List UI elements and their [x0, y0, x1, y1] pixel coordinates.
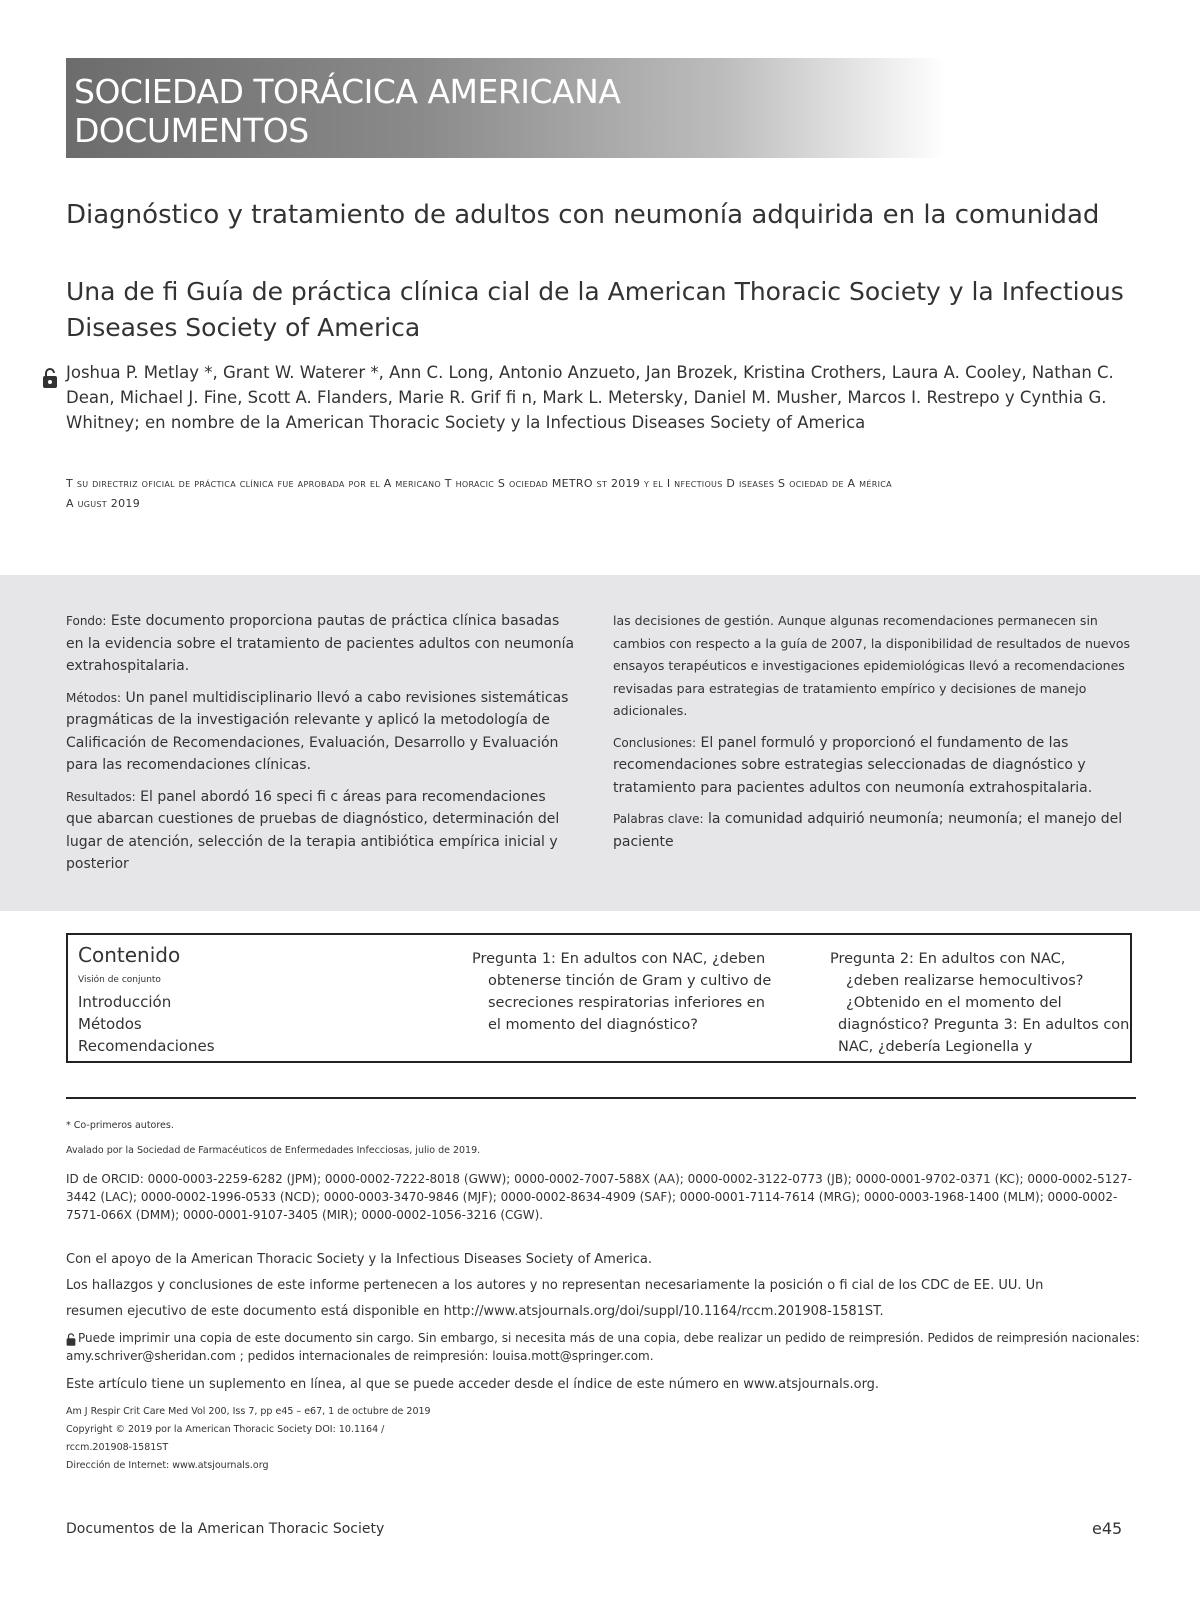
disclaimer-note: Los hallazgos y conclusiones de este informe pertenecen a los autores y no representan necesariamente la posición o fi cial de los CDC de EE. UU. Un — [66, 1278, 1044, 1293]
abstract-right-column — [613, 610, 1143, 862]
methods-label: Métodos: — [66, 690, 122, 705]
toc-recommendations-link[interactable]: Recomendaciones — [78, 1037, 215, 1055]
keywords-label: Palabras clave: — [613, 812, 704, 826]
co-first-authors-note: * Co-primeros autores. — [66, 1120, 174, 1131]
abstract-left-column — [66, 610, 576, 885]
citation-line: Am J Respir Crit Care Med Vol 200, Iss 7, pp e45 – e67, 1 de octubre de 2019 — [66, 1406, 431, 1417]
toc-q2-line: diagnóstico? Pregunta 3: En adultos con — [838, 1017, 1130, 1033]
background-text: Este documento proporciona pautas de práctica clínica basadas en la evidencia sobre el tratamiento de pacientes adultos con neumonía extrahospitalaria. — [66, 613, 575, 674]
table-of-contents — [66, 933, 1132, 1063]
abstract-results — [66, 786, 576, 876]
toc-q1-line: secreciones respiratorias inferiores en — [488, 995, 765, 1011]
banner-title-line1: SOCIEDAD TORÁCICA AMERICANA — [74, 72, 621, 111]
methods-text: Un panel multidisciplinario llevó a cabo revisiones sistemáticas pragmáticas de la investigación relevante y aplicó la metodología de Calificación de Recomendaciones, Evaluación, Desarrollo y Evaluación para las recomendaciones clínicas. — [66, 689, 569, 773]
page-number: e45 — [1092, 1519, 1123, 1538]
footnote-divider — [66, 1097, 1136, 1099]
toc-q2-line: ¿deben realizarse hemocultivos? — [846, 973, 1084, 989]
toc-q2-line: ¿Obtenido en el momento del — [846, 995, 1062, 1011]
author-list: Joshua P. Metlay *, Grant W. Waterer *, Ann C. Long, Antonio Anzueto, Jan Brozek, Kristina Crothers, Laura A. Cooley, Nathan C. Dean, Michael J. Fine, Scott A. Flanders, Marie R. Grif fi n, Mark L. Metersky, Daniel M. Musher, Marcos I. Restrepo y Cynthia G. Whitney; en nombre de la American Thoracic Society y la Infectious Diseases Society of America — [66, 363, 1114, 432]
executive-summary-note: resumen ejecutivo de este documento está disponible en http://www.atsjournals.org/doi/suppl/10.1164/rccm.201908-1581ST. — [66, 1304, 884, 1319]
endorsement-note: Avalado por la Sociedad de Farmacéuticos de Enfermedades Infecciosas, julio de 2019. — [66, 1145, 481, 1156]
article-title: Diagnóstico y tratamiento de adultos con neumonía adquirida en la comunidad — [66, 200, 1100, 230]
keywords-text: la comunidad adquirió neumonía; neumonía; el manejo del paciente — [613, 811, 1123, 850]
toc-introduction-link[interactable]: Introducción — [78, 993, 172, 1011]
copyright-line: Copyright © 2019 por la American Thoracic Society DOI: 10.1164 / — [66, 1424, 385, 1435]
results-continued: las decisiones de gestión. Aunque algunas recomendaciones permanecen sin cambios con respecto a la guía de 2007, la disponibilidad de resultados de nuevos ensayos terapéuticos e investigaciones epidemiológicas llevó a recomendaciones revisadas para estrategias de tratamiento empírico y decisiones de manejo adicionales. — [613, 613, 1131, 718]
reprint-note: Puede imprimir una copia de este documento sin cargo. Sin embargo, si necesita más de una copia, debe realizar un pedido de reimpresión. Pedidos de reimpresión nacionales: amy.schriver@sheridan.com ; pedidos internacionales de reimpresión: louisa.mott@springer.com. — [66, 1331, 1140, 1363]
conclusions-text: El panel formuló y proporcionó el fundamento de las recomendaciones sobre estrategias seleccionadas de diagnóstico y tratamiento para pacientes adultos con neumonía extrahospitalaria. — [613, 734, 1093, 796]
internet-address: Dirección de Internet: www.atsjournals.org — [66, 1460, 269, 1471]
contents-heading: Contenido — [78, 943, 181, 967]
support-note: Con el apoyo de la American Thoracic Society y la Infectious Diseases Society of America. — [66, 1252, 653, 1267]
toc-q1-line: el momento del diagnóstico? — [488, 1017, 698, 1033]
toc-q2-line: Pregunta 2: En adultos con NAC, — [830, 951, 1066, 967]
results-label: Resultados: — [66, 789, 136, 804]
abstract-methods — [66, 687, 576, 777]
toc-overview-link[interactable]: Visión de conjunto — [78, 975, 161, 985]
toc-methods-link[interactable]: Métodos — [78, 1015, 142, 1033]
toc-question-2-link[interactable] — [830, 948, 1130, 1058]
toc-items — [78, 991, 215, 1057]
banner-title-line2: DOCUMENTOS — [74, 111, 309, 150]
running-footer: Documentos de la American Thoracic Society — [66, 1521, 385, 1537]
conclusions-label: Conclusiones: — [613, 735, 697, 750]
toc-q1-line: Pregunta 1: En adultos con NAC, ¿deben — [472, 951, 766, 967]
approval-line-1: T su directriz oficial de práctica clínica fue aprobada por el A mericano T horacic S ociedad METRO st 2019 y el I nfectious D iseases S ociedad de A mérica — [66, 477, 892, 490]
toc-q2-line: NAC, ¿debería Legionella y — [838, 1039, 1033, 1055]
journal-banner — [66, 58, 946, 158]
abstract-conclusions — [613, 732, 1143, 800]
toc-question-1-link[interactable] — [472, 948, 782, 1036]
orcid-ids: ID de ORCID: 0000-0003-2259-6282 (JPM); 0000-0002-7222-8018 (GWW); 0000-0002-7007-588X (AA); 0000-0002-3122-0773 (JB); 0000-0001-9702-0371 (KC); 0000-0002-5127-3442 (LAC); 0000-0002-1996-0533 (NCD); 0000-0003-3470-9846 (MJF); 0000-0002-8634-4909 (SAF); 0000-0001-7114-7614 (MRG); 0000-0003-1968-1400 (MLM); 0000-0002-7571-066X (DMM); 0000-0001-9107-3405 (MIR); 0000-0002-1056-3216 (CGW). — [66, 1172, 1132, 1222]
approval-statement — [66, 474, 1146, 514]
approval-line-2: A ugust 2019 — [66, 497, 140, 510]
toc-q1-line: obtenerse tinción de Gram y cultivo de — [488, 973, 772, 989]
abstract-background — [66, 610, 576, 678]
supplement-note: Este artículo tiene un suplemento en línea, al que se puede acceder desde el índice de este número en www.atsjournals.org. — [66, 1377, 880, 1392]
article-subtitle: Una de fi Guía de práctica clínica cial de la American Thoracic Society y la Infectious Diseases Society of America — [66, 277, 1124, 342]
results-text: El panel abordó 16 speci fi c áreas para recomendaciones que abarcan cuestiones de pruebas de diagnóstico, determinación del lugar de atención, selección de la terapia antibiótica empírica inicial y posterior — [66, 788, 560, 872]
background-label: Fondo: — [66, 614, 107, 628]
abstract-keywords — [613, 808, 1143, 853]
open-access-lock-icon — [42, 368, 58, 388]
doi-continuation: rccm.201908-1581ST — [66, 1442, 169, 1453]
